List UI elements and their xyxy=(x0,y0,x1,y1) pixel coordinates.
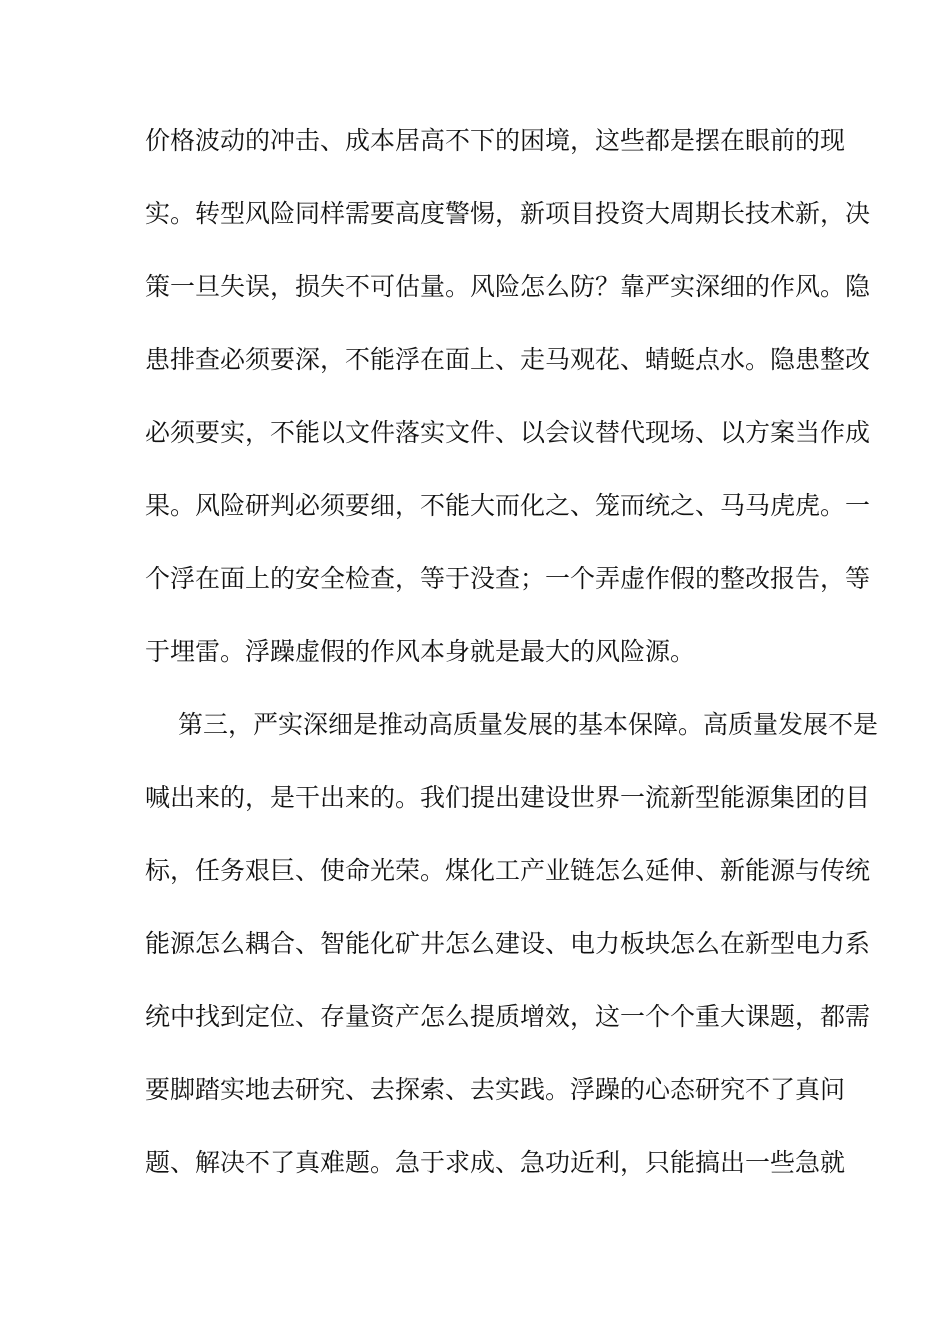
text-line-4: 患排查必须要深，不能浮在面上、走马观花、蜻蜓点水。隐患整改 xyxy=(145,345,871,374)
text-line-2: 实。转型风险同样需要高度警惕，新项目投资大周期长技术新，决 xyxy=(145,199,871,228)
paragraph-start-line: 第三，严实深细是推动高质量发展的基本保障。高质量发展不是 xyxy=(178,710,879,739)
text-line-15: 题、解决不了真难题。急于求成、急功近利，只能搞出一些急就 xyxy=(145,1148,846,1177)
text-line-8: 于埋雷。浮躁虚假的作风本身就是最大的风险源。 xyxy=(145,637,696,666)
text-line-13: 统中找到定位、存量资产怎么提质增效，这一个个重大课题，都需 xyxy=(145,1002,871,1031)
text-line-5: 必须要实，不能以文件落实文件、以会议替代现场、以方案当作成 xyxy=(145,418,871,447)
text-line-7: 个浮在面上的安全检查，等于没查；一个弄虚作假的整改报告，等 xyxy=(145,564,871,593)
text-line-6: 果。风险研判必须要细，不能大而化之、笼而统之、马马虎虎。一 xyxy=(145,491,871,520)
text-line-14: 要脚踏实地去研究、去探索、去实践。浮躁的心态研究不了真问 xyxy=(145,1075,846,1104)
text-line-11: 标，任务艰巨、使命光荣。煤化工产业链怎么延伸、新能源与传统 xyxy=(145,856,871,885)
text-line-1: 价格波动的冲击、成本居高不下的困境，这些都是摆在眼前的现 xyxy=(145,126,846,155)
text-line-3: 策一旦失误，损失不可估量。风险怎么防？靠严实深细的作风。隐 xyxy=(145,272,871,301)
text-line-12: 能源怎么耦合、智能化矿井怎么建设、电力板块怎么在新型电力系 xyxy=(145,929,871,958)
text-line-10: 喊出来的，是干出来的。我们提出建设世界一流新型能源集团的目 xyxy=(145,783,871,812)
